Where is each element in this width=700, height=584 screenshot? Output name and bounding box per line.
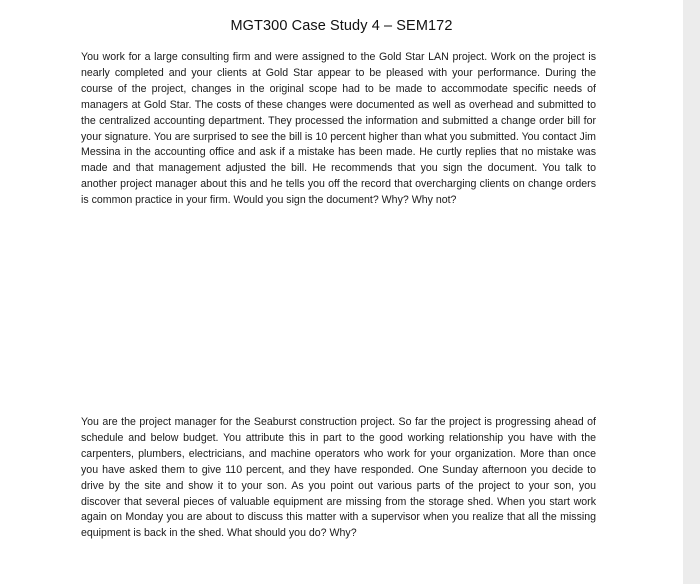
case-study-paragraph-1: You work for a large consulting firm and were assigned to the Gold Star LAN project. Work on the project is nearly completed and your clients at Gold Star appear to be pleased with your performance. During the course of the project, changes in the original scope had to be made to accommodate specific needs of managers at Gold Star. The costs of these changes were documented as well as overhead and submitted to the centralized accounting department. They processed the information and submitted a change order bill for your signature. You are surprised to see the bill is 10 percent higher than what you submitted. You contact Jim Messina in the accounting office and ask if a mistake has been made. He curtly replies that no mistake was made and that management adjusted the bill. He recommends that you sign the document. You talk to another project manager about this and he tells you off the record that overcharging clients on change orders is common practice in your firm. Would you sign the document? Why? Why not? — [81, 51, 596, 207]
page-margin-background — [683, 0, 700, 584]
case-study-paragraph-2: You are the project manager for the Seaburst construction project. So far the project is progressing ahead of schedule and below budget. You attribute this in part to the good working relationship you have with the carpenters, plumbers, electricians, and machine operators who work for your organization. More than once you have asked them to give 110 percent, and they have responded. One Sunday afternoon you decide to drive by the site and show it to your son. As you point out various parts of the project to your son, you discover that several pieces of valuable equipment are missing from the storage shed. When you start work again on Monday you are about to discuss this matter with a supervisor when you realize that all the missing equipment is back in the shed. What should you do? Why? — [81, 416, 596, 540]
document-title: MGT300 Case Study 4 – SEM172 — [230, 18, 453, 34]
